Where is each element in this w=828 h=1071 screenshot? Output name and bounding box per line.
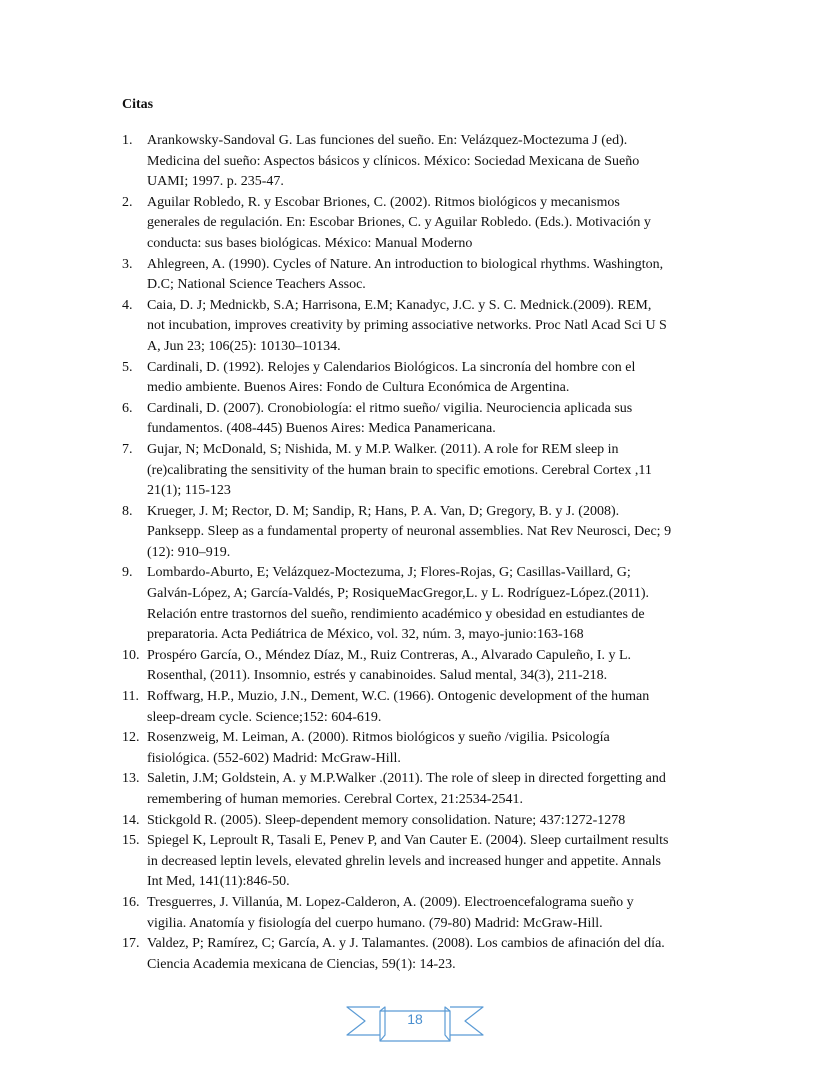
reference-text-line: Aguilar Robledo, R. y Escobar Briones, C. (2002). Ritmos biológicos y mecanismos <box>147 194 620 210</box>
reference-number: 17. <box>122 936 140 952</box>
reference-number: 13. <box>122 771 140 787</box>
reference-number: 12. <box>122 730 140 746</box>
reference-text-line: Cardinali, D. (2007). Cronobiología: el ritmo sueño/ vigilia. Neurociencia aplicada sus <box>147 400 633 416</box>
reference-item <box>122 646 712 687</box>
reference-item <box>122 440 712 502</box>
reference-text-line: (re)calibrating the sensitivity of the human brain to specific emotions. Cerebral Cortex ,11 <box>147 462 652 478</box>
reference-number: 8. <box>122 503 133 519</box>
reference-text-line: Valdez, P; Ramírez, C; García, A. y J. Talamantes. (2008). Los cambios de afinación del día. <box>147 936 665 952</box>
reference-text-line: Stickgold R. (2005). Sleep-dependent memory consolidation. Nature; 437:1272-1278 <box>147 812 626 828</box>
reference-number: 6. <box>122 400 133 416</box>
reference-number: 5. <box>122 359 133 375</box>
reference-number: 9. <box>122 565 133 581</box>
reference-item <box>122 296 712 358</box>
reference-text-line: not incubation, improves creativity by priming associative networks. Proc Natl Acad Sci U S <box>147 318 667 334</box>
reference-text-line: Spiegel K, Leproult R, Tasali E, Penev P, and Van Cauter E. (2004). Sleep curtailment results <box>147 833 669 849</box>
page-number: 18 <box>407 1011 423 1027</box>
reference-item <box>122 769 712 810</box>
reference-number: 1. <box>122 133 133 148</box>
reference-text-line: medio ambiente. Buenos Aires: Fondo de Cultura Económica de Argentina. <box>147 380 570 396</box>
reference-text-line: Cardinali, D. (1992). Relojes y Calendarios Biológicos. La sincronía del hombre con el <box>147 359 636 375</box>
reference-item <box>122 728 712 769</box>
reference-text-line: Rosenzweig, M. Leiman, A. (2000). Ritmos biológicos y sueño /vigilia. Psicología <box>147 730 610 746</box>
reference-text-line: fisiológica. (552-602) Madrid: McGraw-Hill. <box>147 750 401 766</box>
reference-text-line: (12): 910–919. <box>147 544 231 560</box>
reference-text-line: sleep-dream cycle. Science;152: 604-619. <box>147 709 382 725</box>
reference-text-line: Galván-López, A; García-Valdés, P; RosiqueMacGregor,L. y L. Rodríguez-López.(2011). <box>147 586 649 602</box>
reference-number: 4. <box>122 297 133 313</box>
reference-number: 3. <box>122 256 133 272</box>
reference-text-line: vigilia. Anatomía y fisiología del cuerpo humano. (79-80) Madrid: McGraw-Hill. <box>147 915 603 931</box>
reference-item <box>122 255 712 296</box>
reference-number: 2. <box>122 194 133 210</box>
reference-text-line: Int Med, 141(11):846-50. <box>147 874 290 890</box>
reference-text-line: D.C; National Science Teachers Assoc. <box>147 277 366 293</box>
reference-item <box>122 831 712 893</box>
reference-text-line: Prospéro García, O., Méndez Díaz, M., Ruiz Contreras, A., Alvarado Capuleño, I. y L. <box>147 647 632 663</box>
reference-text-line: Roffwarg, H.P., Muzio, J.N., Dement, W.C. (1966). Ontogenic development of the human <box>147 689 650 705</box>
reference-item <box>122 399 712 440</box>
reference-text-line: Medicina del sueño: Aspectos básicos y clínicos. México: Sociedad Mexicana de Sueño <box>147 153 640 169</box>
reference-item <box>122 131 712 193</box>
reference-text-line: preparatoria. Acta Pediátrica de México, vol. 32, núm. 3, mayo-junio:163-168 <box>147 627 584 643</box>
reference-item <box>122 193 712 255</box>
reference-text-line: remembering of human memories. Cerebral Cortex, 21:2534-2541. <box>147 792 523 807</box>
reference-item <box>122 687 712 728</box>
reference-text-line: Panksepp. Sleep as a fundamental property of neuronal assemblies. Nat Rev Neurosci, Dec; 9 <box>147 524 672 540</box>
reference-text-line: generales de regulación. En: Escobar Briones, C. y Aguilar Robledo. (Eds.). Motivación y <box>147 215 651 231</box>
reference-text-line: conducta: sus bases biológicas. México: Manual Moderno <box>147 235 473 251</box>
reference-text-line: A, Jun 23; 106(25): 10130–10134. <box>147 338 341 354</box>
reference-text-line: Ciencia Academia mexicana de Ciencias, 59(1): 14-23. <box>147 956 456 972</box>
reference-list <box>122 131 712 975</box>
reference-item <box>122 811 712 832</box>
reference-number: 15. <box>122 833 140 849</box>
reference-text-line: Krueger, J. M; Rector, D. M; Sandip, R; Hans, P. A. Van, D; Gregory, B. y J. (2008). <box>147 503 620 519</box>
reference-text-line: Lombardo-Aburto, E; Velázquez-Moctezuma, J; Flores-Rojas, G; Casillas-Vaillard, G; <box>147 565 631 581</box>
reference-text-line: Caia, D. J; Mednickb, S.A; Harrisona, E.M; Kanadyc, J.C. y S. C. Mednick.(2009). REM, <box>147 297 652 313</box>
reference-item <box>122 893 712 934</box>
reference-text-line: fundamentos. (408-445) Buenos Aires: Medica Panamericana. <box>147 421 496 437</box>
reference-text-line: Arankowsky-Sandoval G. Las funciones del sueño. En: Velázquez-Moctezuma J (ed). <box>147 133 628 148</box>
reference-text-line: in decreased leptin levels, elevated ghrelin levels and increased hunger and appetite. Annals <box>147 853 661 869</box>
reference-number: 10. <box>122 647 140 663</box>
reference-item <box>122 358 712 399</box>
reference-number: 7. <box>122 441 133 457</box>
reference-item <box>122 563 712 645</box>
reference-item <box>122 502 712 564</box>
reference-text-line: Tresguerres, J. Villanúa, M. Lopez-Calderon, A. (2009). Electroencefalograma sueño y <box>147 894 634 910</box>
reference-text-line: UAMI; 1997. p. 235-47. <box>147 174 284 190</box>
reference-text-line: Gujar, N; McDonald, S; Nishida, M. y M.P. Walker. (2011). A role for REM sleep in <box>147 441 619 457</box>
reference-text-line: Saletin, J.M; Goldstein, A. y M.P.Walker .(2011). The role of sleep in directed forgetting and <box>147 771 666 787</box>
reference-item <box>122 934 712 975</box>
reference-text-line: Ahlegreen, A. (1990). Cycles of Nature. An introduction to biological rhythms. Washington, <box>147 256 664 272</box>
section-title: Citas <box>122 97 154 112</box>
reference-text-line: Relación entre trastornos del sueño, rendimiento académico y obesidad en estudiantes de <box>147 606 645 622</box>
reference-text-line: 21(1); 115-123 <box>147 483 231 499</box>
page-footer <box>345 999 485 1043</box>
reference-number: 14. <box>122 812 140 828</box>
reference-number: 11. <box>122 689 139 705</box>
reference-number: 16. <box>122 894 140 910</box>
reference-text-line: Rosenthal, (2011). Insomnio, estrés y canabinoides. Salud mental, 34(3), 211-218. <box>147 668 608 684</box>
